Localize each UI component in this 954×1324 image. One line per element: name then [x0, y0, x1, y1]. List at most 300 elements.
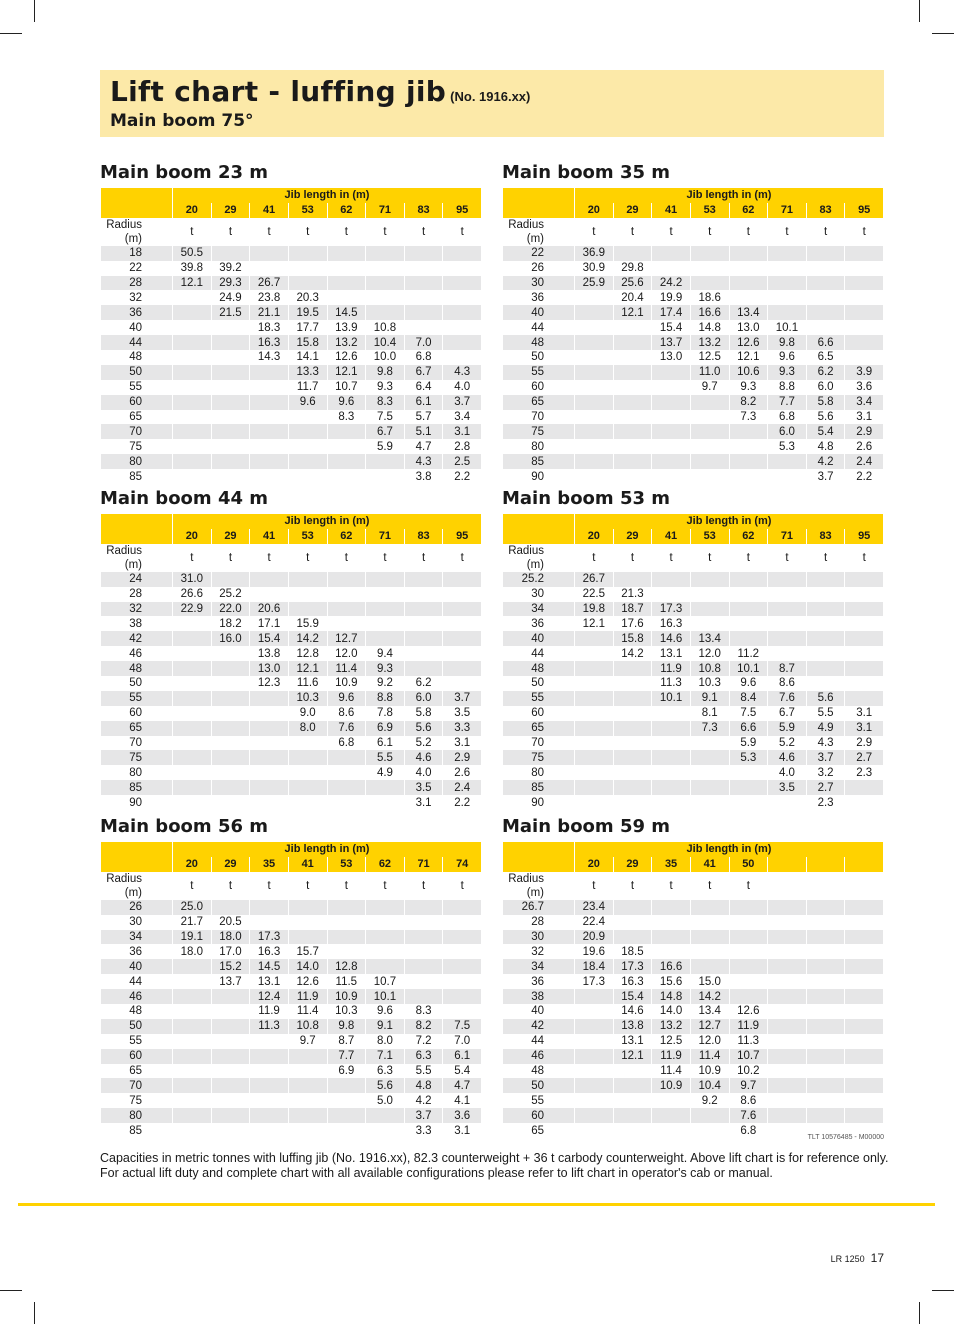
capacity-cell — [575, 410, 614, 425]
capacity-cell: 8.3 — [327, 410, 366, 425]
jib-length-cell: 41 — [250, 203, 289, 218]
radius-cell: 85 — [101, 780, 173, 795]
jib-length-cell: 95 — [443, 529, 482, 544]
table-row — [101, 454, 482, 469]
capacity-cell: 2.3 — [845, 765, 884, 780]
capacity-cell — [327, 1078, 366, 1093]
header-blank-cell — [503, 842, 575, 857]
table-row — [101, 439, 482, 454]
capacity-cell: 8.8 — [768, 380, 807, 395]
capacity-cell: 13.7 — [211, 974, 250, 989]
capacity-cell: 5.5 — [366, 750, 405, 765]
capacity-cell: 12.6 — [729, 1004, 768, 1019]
capacity-cell — [173, 1049, 212, 1064]
table-row — [503, 395, 884, 410]
capacity-cell: 8.1 — [690, 706, 729, 721]
capacity-cell — [443, 276, 482, 291]
capacity-cell: 29.8 — [613, 261, 652, 276]
capacity-cell: 10.3 — [690, 676, 729, 691]
table-row — [503, 706, 884, 721]
capacity-cell — [211, 1019, 250, 1034]
capacity-cell — [806, 1034, 845, 1049]
capacity-cell — [288, 1064, 327, 1079]
capacity-cell — [327, 261, 366, 276]
capacity-cell: 6.8 — [404, 350, 443, 365]
capacity-cell — [845, 335, 884, 350]
footnote-line-2: For actual lift duty and complete chart with all available configurations please refer to lift chart in operator's cab or manual. — [100, 1166, 773, 1180]
capacity-cell — [404, 602, 443, 617]
capacity-cell: 7.7 — [327, 1049, 366, 1064]
capacity-cell — [211, 320, 250, 335]
capacity-cell — [652, 454, 691, 469]
capacity-cell: 10.1 — [768, 320, 807, 335]
footnote-line-1: Capacities in metric tonnes with luffing jib (No. 1916.xx), 82.3 counterweight + 36 t carbody counterweight. Above lift chart is for reference only. — [100, 1151, 889, 1165]
capacity-cell — [173, 765, 212, 780]
capacity-cell — [768, 572, 807, 587]
capacity-cell: 16.0 — [211, 631, 250, 646]
capacity-cell: 19.9 — [652, 290, 691, 305]
table-row — [503, 616, 884, 631]
capacity-cell: 12.6 — [327, 350, 366, 365]
radius-cell: 65 — [503, 395, 575, 410]
capacity-cell — [613, 454, 652, 469]
capacity-cell — [575, 765, 614, 780]
capacity-cell: 20.5 — [211, 915, 250, 930]
capacity-cell — [575, 469, 614, 484]
capacity-cell: 15.7 — [288, 944, 327, 959]
capacity-cell: 8.7 — [768, 661, 807, 676]
capacity-cell — [613, 1108, 652, 1123]
capacity-cell — [211, 1004, 250, 1019]
capacity-cell — [443, 974, 482, 989]
capacity-cell — [250, 795, 289, 810]
capacity-cell — [443, 631, 482, 646]
table-row — [503, 780, 884, 795]
capacity-cell — [690, 765, 729, 780]
capacity-cell: 12.1 — [613, 305, 652, 320]
table-row — [503, 915, 884, 930]
capacity-cell — [690, 395, 729, 410]
unit-cell: t — [288, 544, 327, 572]
capacity-cell: 10.7 — [729, 1049, 768, 1064]
capacity-cell: 7.6 — [768, 691, 807, 706]
capacity-cell — [613, 1123, 652, 1138]
capacity-cell: 11.0 — [690, 365, 729, 380]
capacity-cell: 7.6 — [327, 721, 366, 736]
table-row — [101, 261, 482, 276]
capacity-cell — [768, 1034, 807, 1049]
capacity-cell: 2.2 — [443, 469, 482, 484]
capacity-cell — [443, 616, 482, 631]
capacity-cell — [288, 602, 327, 617]
lift-table — [100, 188, 482, 484]
radius-cell: 65 — [101, 410, 173, 425]
capacity-cell — [806, 1108, 845, 1123]
capacity-cell: 9.8 — [366, 365, 405, 380]
capacity-cell — [366, 795, 405, 810]
capacity-cell: 6.1 — [443, 1049, 482, 1064]
page-header — [100, 70, 884, 137]
capacity-cell — [173, 631, 212, 646]
capacity-cell: 18.3 — [250, 320, 289, 335]
unit-cell: t — [443, 218, 482, 246]
capacity-cell — [729, 780, 768, 795]
jib-length-cell: 50 — [729, 857, 768, 872]
capacity-cell: 11.7 — [288, 380, 327, 395]
capacity-cell — [404, 572, 443, 587]
jib-length-cell: 83 — [806, 203, 845, 218]
capacity-cell — [729, 439, 768, 454]
capacity-cell — [250, 395, 289, 410]
capacity-cell: 12.0 — [690, 1034, 729, 1049]
capacity-cell — [652, 572, 691, 587]
capacity-cell — [327, 795, 366, 810]
capacity-cell — [250, 587, 289, 602]
capacity-cell: 7.6 — [729, 1108, 768, 1123]
capacity-cell — [327, 930, 366, 945]
capacity-cell: 12.0 — [327, 646, 366, 661]
capacity-cell — [366, 246, 405, 261]
table-row — [503, 1064, 884, 1079]
capacity-cell — [327, 424, 366, 439]
capacity-cell: 8.6 — [768, 676, 807, 691]
section-title: Main boom 44 m — [100, 488, 269, 509]
table-row — [503, 1093, 884, 1108]
radius-cell: 75 — [101, 750, 173, 765]
jib-length-cell: 62 — [366, 857, 405, 872]
table-row — [101, 395, 482, 410]
jib-length-cell: 74 — [443, 857, 482, 872]
capacity-cell — [173, 290, 212, 305]
capacity-cell — [366, 780, 405, 795]
radius-cell: 48 — [503, 661, 575, 676]
capacity-cell — [366, 915, 405, 930]
capacity-cell: 4.9 — [806, 721, 845, 736]
unit-cell: t — [575, 544, 614, 572]
capacity-cell — [575, 750, 614, 765]
capacity-cell: 12.5 — [652, 1034, 691, 1049]
jib-lengths-row — [101, 203, 482, 218]
capacity-cell: 11.4 — [288, 1004, 327, 1019]
capacity-cell — [327, 915, 366, 930]
capacity-cell — [690, 261, 729, 276]
jib-lengths-row — [503, 203, 884, 218]
capacity-cell — [652, 261, 691, 276]
capacity-cell — [327, 616, 366, 631]
capacity-cell: 3.7 — [443, 395, 482, 410]
radius-cell: 50 — [503, 1078, 575, 1093]
capacity-cell: 18.5 — [613, 944, 652, 959]
capacity-cell — [729, 900, 768, 915]
radius-cell: 26.7 — [503, 900, 575, 915]
capacity-cell: 2.4 — [845, 454, 884, 469]
radius-cell: 50 — [101, 676, 173, 691]
capacity-cell: 3.7 — [806, 750, 845, 765]
table-row — [503, 320, 884, 335]
capacity-cell — [845, 1078, 884, 1093]
capacity-cell — [613, 350, 652, 365]
capacity-cell — [173, 320, 212, 335]
unit-cell: t — [768, 544, 807, 572]
capacity-cell — [211, 736, 250, 751]
capacity-cell — [806, 1004, 845, 1019]
jib-length-cell: 71 — [366, 529, 405, 544]
capacity-cell — [288, 587, 327, 602]
capacity-cell: 25.2 — [211, 587, 250, 602]
capacity-cell — [690, 900, 729, 915]
capacity-cell: 16.3 — [613, 974, 652, 989]
capacity-cell — [613, 706, 652, 721]
radius-cell: 22 — [101, 261, 173, 276]
capacity-cell: 3.4 — [443, 410, 482, 425]
jib-length-cell — [845, 857, 884, 872]
capacity-cell — [211, 1123, 250, 1138]
section-title: Main boom 35 m — [502, 162, 671, 183]
capacity-cell: 12.7 — [690, 1019, 729, 1034]
capacity-cell: 4.7 — [443, 1078, 482, 1093]
capacity-cell — [845, 1108, 884, 1123]
table-row — [503, 721, 884, 736]
capacity-cell: 13.2 — [652, 1019, 691, 1034]
capacity-cell — [845, 290, 884, 305]
capacity-cell — [211, 989, 250, 1004]
capacity-cell: 9.6 — [768, 350, 807, 365]
capacity-cell — [652, 410, 691, 425]
capacity-cell: 19.5 — [288, 305, 327, 320]
table-header-row — [101, 514, 482, 529]
capacity-cell — [690, 572, 729, 587]
capacity-cell: 13.1 — [250, 974, 289, 989]
capacity-cell: 22.9 — [173, 602, 212, 617]
radius-cell: 28 — [503, 915, 575, 930]
capacity-cell: 17.4 — [652, 305, 691, 320]
capacity-cell: 26.7 — [250, 276, 289, 291]
capacity-cell — [729, 944, 768, 959]
capacity-cell — [690, 469, 729, 484]
crop-mark — [932, 33, 954, 34]
crop-mark — [0, 1290, 22, 1291]
capacity-cell — [288, 1078, 327, 1093]
table-row — [101, 691, 482, 706]
capacity-cell: 6.0 — [806, 380, 845, 395]
capacity-cell: 9.7 — [690, 380, 729, 395]
table-row — [101, 587, 482, 602]
table-row — [101, 944, 482, 959]
capacity-cell — [575, 1049, 614, 1064]
radius-cell: 90 — [503, 469, 575, 484]
jib-length-cell: 29 — [211, 857, 250, 872]
capacity-cell — [845, 900, 884, 915]
capacity-cell — [806, 1078, 845, 1093]
capacity-cell: 30.9 — [575, 261, 614, 276]
capacity-cell — [845, 974, 884, 989]
capacity-cell — [575, 1064, 614, 1079]
capacity-cell — [404, 915, 443, 930]
capacity-cell — [575, 424, 614, 439]
capacity-cell — [575, 780, 614, 795]
capacity-cell — [211, 1064, 250, 1079]
capacity-cell — [729, 602, 768, 617]
radius-cell: 36 — [503, 616, 575, 631]
capacity-cell — [613, 736, 652, 751]
radius-cell: 65 — [101, 1064, 173, 1079]
jib-length-cell: 20 — [173, 857, 212, 872]
radius-cell: 32 — [101, 290, 173, 305]
jib-length-cell: 29 — [211, 203, 250, 218]
capacity-cell — [729, 989, 768, 1004]
jib-length-cell: 71 — [768, 203, 807, 218]
capacity-cell — [768, 944, 807, 959]
capacity-cell: 4.8 — [806, 439, 845, 454]
capacity-cell: 15.9 — [288, 616, 327, 631]
capacity-cell: 5.6 — [806, 410, 845, 425]
capacity-cell — [173, 410, 212, 425]
capacity-cell: 12.8 — [327, 959, 366, 974]
capacity-cell — [211, 706, 250, 721]
capacity-cell: 2.2 — [443, 795, 482, 810]
capacity-cell — [173, 721, 212, 736]
capacity-cell: 13.2 — [690, 335, 729, 350]
capacity-cell — [845, 261, 884, 276]
radius-cell: 25.2 — [503, 572, 575, 587]
capacity-cell — [845, 246, 884, 261]
capacity-cell: 12.4 — [250, 989, 289, 1004]
section-main-boom-44 — [100, 488, 482, 810]
radius-cell: 48 — [101, 661, 173, 676]
capacity-cell — [173, 305, 212, 320]
jib-length-cell: 41 — [652, 203, 691, 218]
capacity-cell: 36.9 — [575, 246, 614, 261]
capacity-cell — [366, 261, 405, 276]
capacity-cell: 11.6 — [288, 676, 327, 691]
radius-cell: 36 — [503, 974, 575, 989]
capacity-cell — [845, 320, 884, 335]
capacity-cell — [173, 350, 212, 365]
capacity-cell — [768, 469, 807, 484]
jib-length-cell: 29 — [613, 203, 652, 218]
radius-cell: 60 — [503, 706, 575, 721]
table-row — [101, 631, 482, 646]
capacity-cell — [443, 290, 482, 305]
capacity-cell — [729, 469, 768, 484]
capacity-cell — [806, 290, 845, 305]
lift-table — [502, 842, 884, 1138]
capacity-cell — [443, 989, 482, 1004]
capacity-cell — [806, 676, 845, 691]
capacity-cell — [575, 454, 614, 469]
capacity-cell — [768, 1123, 807, 1138]
capacity-cell — [404, 974, 443, 989]
capacity-cell — [173, 959, 212, 974]
capacity-cell — [250, 780, 289, 795]
jib-length-label: Jib length in (m) — [173, 188, 482, 203]
capacity-cell — [288, 1049, 327, 1064]
capacity-cell — [845, 1034, 884, 1049]
capacity-cell: 14.6 — [613, 1004, 652, 1019]
capacity-cell — [443, 261, 482, 276]
capacity-cell — [652, 944, 691, 959]
capacity-cell — [613, 900, 652, 915]
capacity-cell: 17.1 — [250, 616, 289, 631]
capacity-cell — [652, 765, 691, 780]
section-title: Main boom 23 m — [100, 162, 269, 183]
capacity-cell — [806, 974, 845, 989]
table-row — [101, 915, 482, 930]
capacity-cell: 7.2 — [404, 1034, 443, 1049]
capacity-cell — [250, 454, 289, 469]
jib-lengths-row — [101, 857, 482, 872]
radius-cell: 36 — [101, 305, 173, 320]
table-row — [503, 646, 884, 661]
capacity-cell: 4.3 — [443, 365, 482, 380]
section-main-boom-35 — [502, 162, 884, 484]
capacity-cell: 13.7 — [652, 335, 691, 350]
radius-cell: 80 — [101, 454, 173, 469]
capacity-cell: 6.8 — [768, 410, 807, 425]
capacity-cell — [729, 616, 768, 631]
capacity-cell: 9.7 — [288, 1034, 327, 1049]
capacity-cell: 6.7 — [404, 365, 443, 380]
capacity-cell — [173, 1123, 212, 1138]
radius-cell: 50 — [101, 1019, 173, 1034]
capacity-cell — [288, 1108, 327, 1123]
capacity-cell: 19.6 — [575, 944, 614, 959]
capacity-cell: 17.3 — [250, 930, 289, 945]
capacity-cell — [443, 646, 482, 661]
capacity-cell — [250, 706, 289, 721]
capacity-cell: 7.5 — [366, 410, 405, 425]
capacity-cell — [250, 1123, 289, 1138]
table-row — [503, 1004, 884, 1019]
unit-cell: t — [173, 218, 212, 246]
capacity-cell — [768, 616, 807, 631]
capacity-cell — [768, 276, 807, 291]
capacity-cell: 20.6 — [250, 602, 289, 617]
crop-mark — [34, 1302, 35, 1324]
capacity-cell: 13.4 — [690, 1004, 729, 1019]
capacity-cell — [575, 1078, 614, 1093]
capacity-cell — [575, 1034, 614, 1049]
capacity-cell: 20.4 — [613, 290, 652, 305]
capacity-cell — [366, 959, 405, 974]
jib-length-cell: 20 — [173, 203, 212, 218]
capacity-cell — [404, 276, 443, 291]
capacity-cell — [690, 454, 729, 469]
capacity-cell — [613, 750, 652, 765]
capacity-cell: 13.9 — [327, 320, 366, 335]
capacity-cell — [288, 276, 327, 291]
table-row — [101, 602, 482, 617]
capacity-cell — [806, 944, 845, 959]
units-row — [503, 544, 884, 572]
unit-cell: t — [327, 544, 366, 572]
capacity-cell — [806, 631, 845, 646]
capacity-cell — [288, 780, 327, 795]
capacity-cell — [366, 276, 405, 291]
radius-cell: 26 — [101, 900, 173, 915]
capacity-cell — [250, 915, 289, 930]
radius-cell: 90 — [101, 795, 173, 810]
radius-cell: 26 — [503, 261, 575, 276]
capacity-cell: 3.5 — [768, 780, 807, 795]
capacity-cell: 6.9 — [327, 1064, 366, 1079]
capacity-cell: 3.1 — [443, 424, 482, 439]
capacity-cell: 9.3 — [366, 661, 405, 676]
capacity-cell — [443, 944, 482, 959]
capacity-cell: 22.4 — [575, 915, 614, 930]
capacity-cell: 2.9 — [845, 424, 884, 439]
capacity-cell — [404, 646, 443, 661]
